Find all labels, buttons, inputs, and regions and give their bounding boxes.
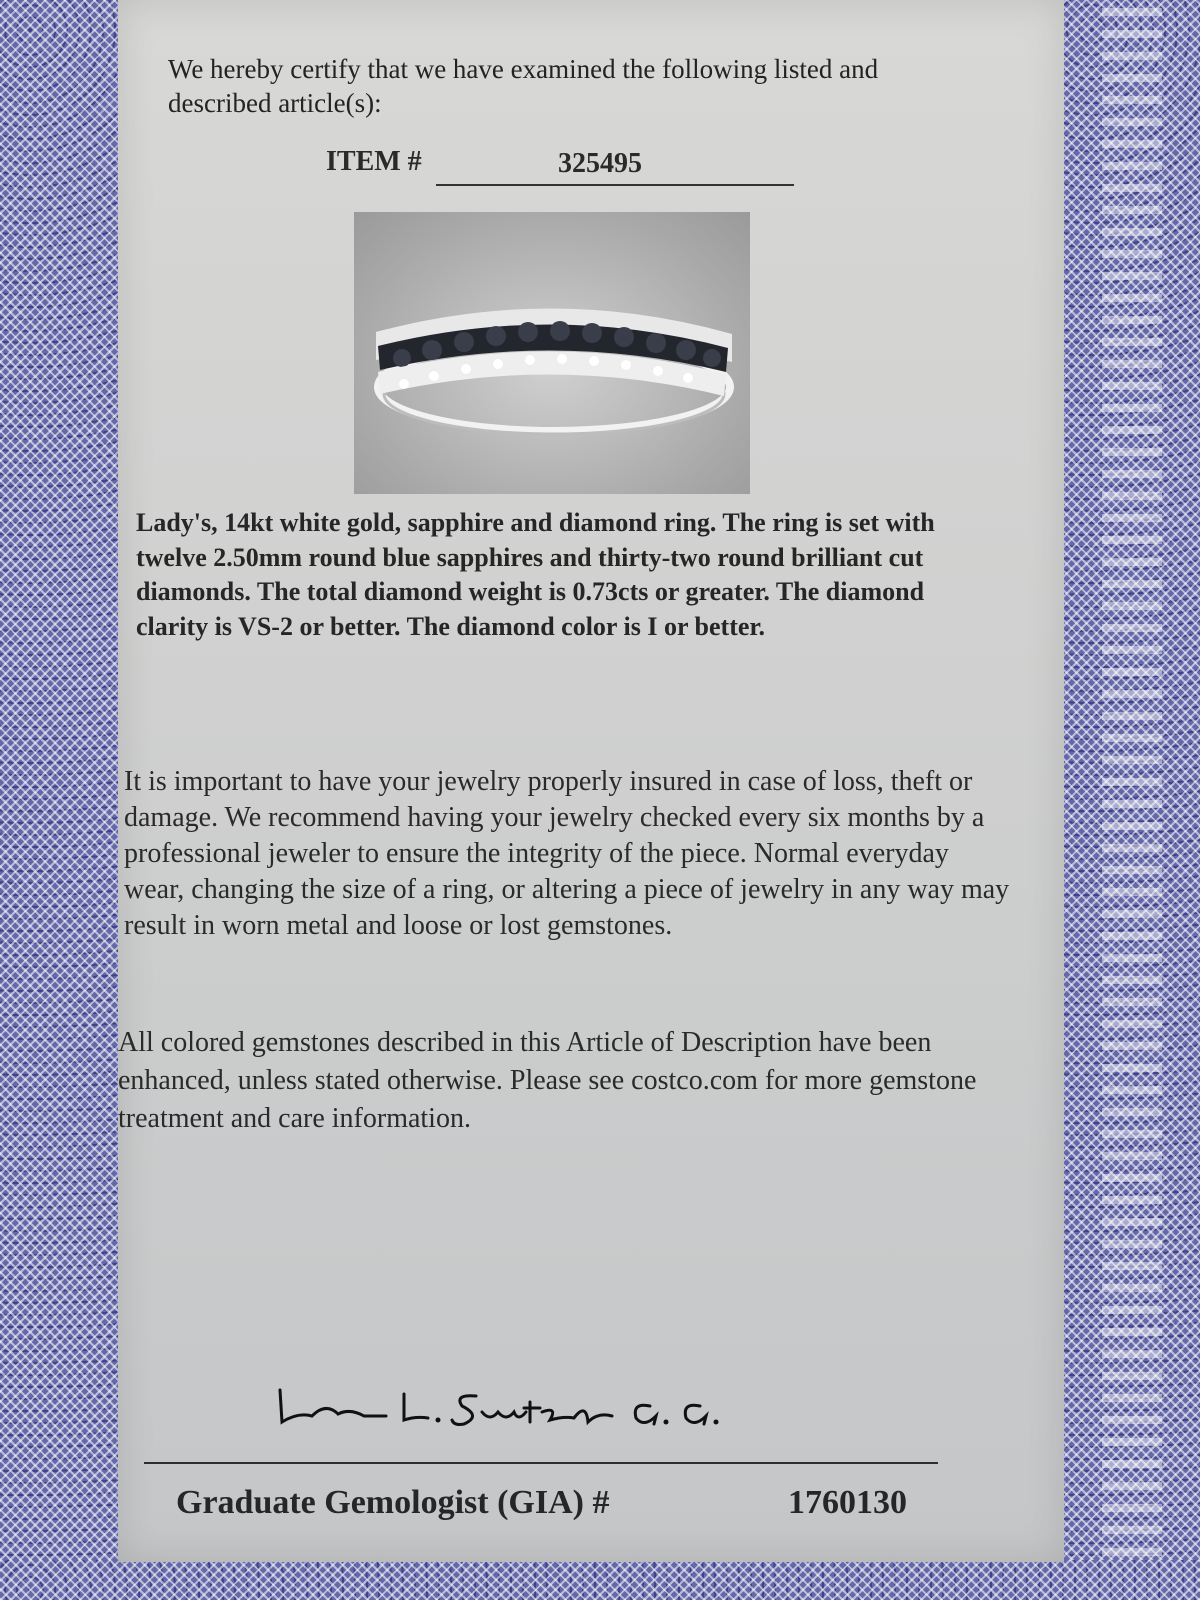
insurance-notice: It is important to have your jewelry properly insured in case of loss, theft or damage. We recommend having your jewelry checked every six months by a professional jeweler to ensure the integrity of the piece. Normal everyday wear, changing the size of a ring, or altering a piece of jewelry in any way may result in worn metal and loose or lost gemstones. <box>124 766 1010 941</box>
gemologist-label: Graduate Gemologist (GIA) # <box>176 1484 610 1521</box>
decorative-border-right <box>1062 0 1200 1600</box>
item-underline <box>436 184 794 186</box>
ring-photo <box>354 212 750 494</box>
enhancement-notice: All colored gemstones described in this Article of Description have been enhanced, unless stated otherwise. Please see costco.com for more gemstone treatment and care information. <box>118 1027 977 1134</box>
decorative-border-left <box>0 0 120 1600</box>
signature-icon <box>268 1372 828 1442</box>
ring-description: Lady's, 14kt white gold, sapphire and diamond ring. The ring is set with twelve 2.50mm round blue sapphires and thirty-two round brilliant cut diamonds. The total diamond weight is 0.73cts or greater. The diamond clarity is VS-2 or better. The diamond color is I or better. <box>136 508 935 641</box>
signature-line <box>144 1462 938 1464</box>
certification-intro: We hereby certify that we have examined the following listed and described article(s): <box>168 54 879 118</box>
decorative-border-bottom <box>0 1560 1200 1600</box>
item-number-row <box>326 144 926 190</box>
ring-icon <box>354 212 750 494</box>
gemologist-signature <box>268 1372 828 1442</box>
gemologist-number: 1760130 <box>788 1484 907 1521</box>
item-label: ITEM # <box>326 146 422 177</box>
item-number: 325495 <box>558 148 642 179</box>
certificate-paper <box>118 0 1064 1562</box>
